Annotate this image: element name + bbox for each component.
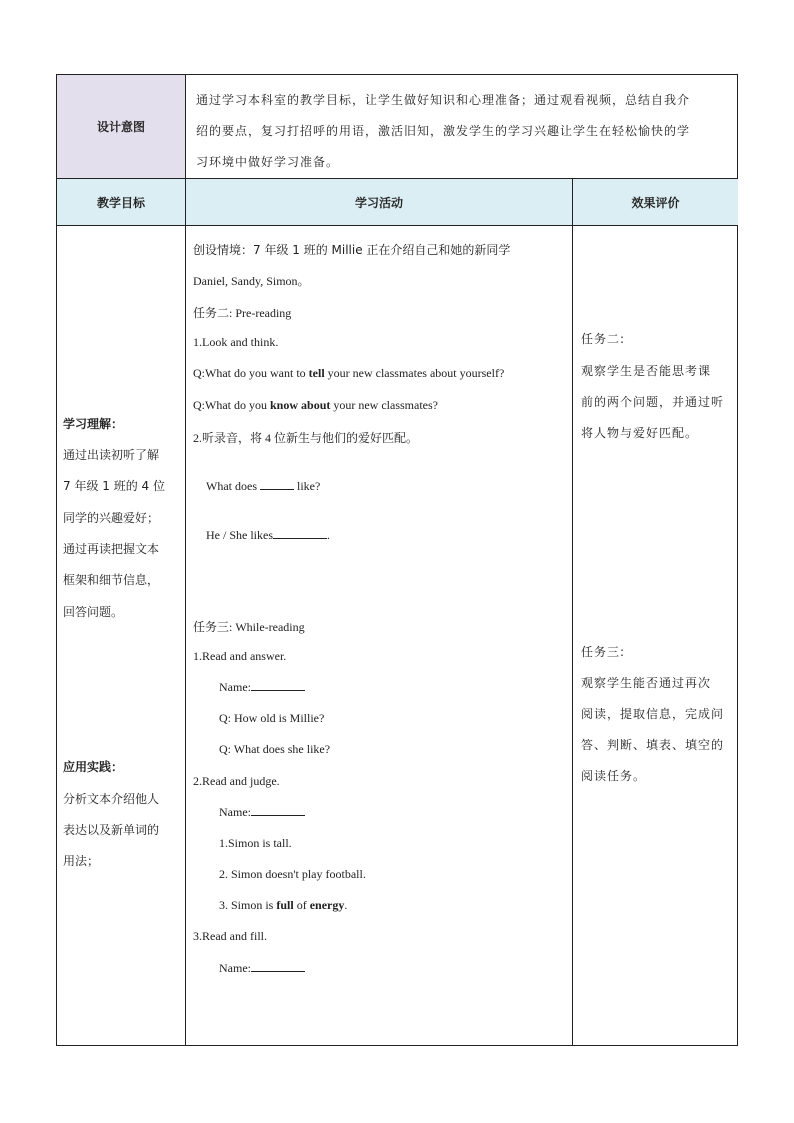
- read-fill: 3.Read and fill.: [193, 929, 267, 943]
- read-answer: 1.Read and answer.: [193, 649, 287, 663]
- intent-label: 设计意图: [57, 75, 185, 178]
- judge-2: 2. Simon doesn't play football.: [219, 867, 366, 881]
- goal-line: 回答问题。: [63, 605, 124, 619]
- j3-mid: of: [293, 898, 310, 912]
- activities-column: [186, 226, 572, 1046]
- name-line: [219, 680, 305, 695]
- name-line: [219, 805, 305, 820]
- blank: [260, 489, 294, 490]
- he-she-end: .: [327, 528, 330, 542]
- question-old: Q: How old is Millie?: [219, 711, 325, 725]
- intent-line: 通过学习本科室的教学目标，让学生做好知识和心理准备；通过观看视频，总结自我介: [196, 93, 691, 107]
- header-activities: 学习活动: [186, 179, 572, 225]
- scene-line: Daniel, Sandy, Simon。: [193, 274, 310, 288]
- name-label: Name:: [219, 805, 251, 819]
- he-she-text: He / She likes: [206, 528, 273, 542]
- name-line: [219, 961, 305, 976]
- read-judge: 2.Read and judge.: [193, 774, 280, 788]
- goal-line: 7 年级 1 班的 4 位: [63, 479, 165, 493]
- name-label: Name:: [219, 680, 251, 694]
- scene-text: 创设情境：7 年级 1 班的 Millie 正在介绍自己和她的新同学: [193, 243, 511, 257]
- eval-line: 将人物与爱好匹配。: [581, 426, 699, 440]
- goal-line: 通过出读初听了解: [63, 448, 160, 462]
- intent-text: [186, 75, 738, 178]
- scene-line: [193, 241, 510, 258]
- goal-line: 分析文本介绍他人: [63, 792, 160, 806]
- what-does-post: like?: [293, 479, 321, 493]
- goals-column: [57, 226, 185, 1046]
- q1-pre: Q:What do you want to: [193, 366, 309, 380]
- eval-line: 阅读，提取信息，完成问: [581, 707, 725, 721]
- goal-line: 框架和细节信息，: [63, 573, 160, 587]
- question-2: [193, 398, 438, 413]
- what-does-line: [206, 479, 320, 494]
- header-evaluation: 效果评价: [573, 179, 738, 225]
- eval-task2-title: 任务二:: [581, 332, 626, 346]
- blank: [251, 815, 305, 816]
- judge-1: 1.Simon is tall.: [219, 836, 292, 850]
- j3-bold-energy: energy: [309, 898, 345, 912]
- j3-end: .: [344, 898, 348, 912]
- task3-title: 任务三: While-reading: [193, 620, 305, 634]
- goal-line: 同学的兴趣爱好；: [63, 511, 160, 525]
- lesson-table: [56, 74, 738, 1046]
- goal-line: 通过再读把握文本: [63, 542, 160, 556]
- goal-line: 表达以及新单词的: [63, 823, 160, 837]
- task2-title: 任务二: Pre-reading: [193, 306, 292, 320]
- task2-item1: 1.Look and think.: [193, 335, 279, 349]
- eval-line: 观察学生是否能思考课: [581, 364, 712, 378]
- eval-line: 前的两个问题，并通过听: [581, 395, 725, 409]
- task2-item2: 2.听录音，将 4 位新生与他们的爱好匹配。: [193, 431, 419, 445]
- eval-task3-title: 任务三:: [581, 645, 626, 659]
- goal-line: 用法；: [63, 854, 100, 868]
- q2-pre: Q:What do you: [193, 398, 270, 412]
- judge-3: [219, 898, 347, 913]
- j3-pre: 3. Simon is: [219, 898, 277, 912]
- he-she-line: [206, 528, 330, 543]
- q2-post: your new classmates?: [330, 398, 438, 412]
- question-like: Q: What does she like?: [219, 742, 331, 756]
- eval-line: 阅读任务。: [581, 769, 647, 783]
- j3-bold-full: full: [276, 898, 294, 912]
- blank: [273, 538, 327, 539]
- intent-line: 绍的要点，复习打招呼的用语，激活旧知，激发学生的学习兴趣让学生在轻松愉快的学: [196, 124, 691, 138]
- blank: [251, 690, 305, 691]
- q1-post: your new classmates about yourself?: [324, 366, 505, 380]
- apply-title: 应用实践：: [63, 760, 124, 774]
- intent-line: 习环境中做好学习准备。: [196, 155, 340, 169]
- eval-line: 观察学生能否通过再次: [581, 676, 712, 690]
- blank: [251, 971, 305, 972]
- q1-bold: tell: [308, 366, 325, 380]
- evaluation-column: [573, 226, 738, 1046]
- question-1: [193, 366, 504, 381]
- eval-line: 答、判断、填表、填空的: [581, 738, 725, 752]
- header-goals: 教学目标: [57, 179, 185, 225]
- what-does-pre: What does: [206, 479, 260, 493]
- name-label: Name:: [219, 961, 251, 975]
- q2-bold: know about: [270, 398, 331, 412]
- understand-title: 学习理解：: [63, 417, 124, 431]
